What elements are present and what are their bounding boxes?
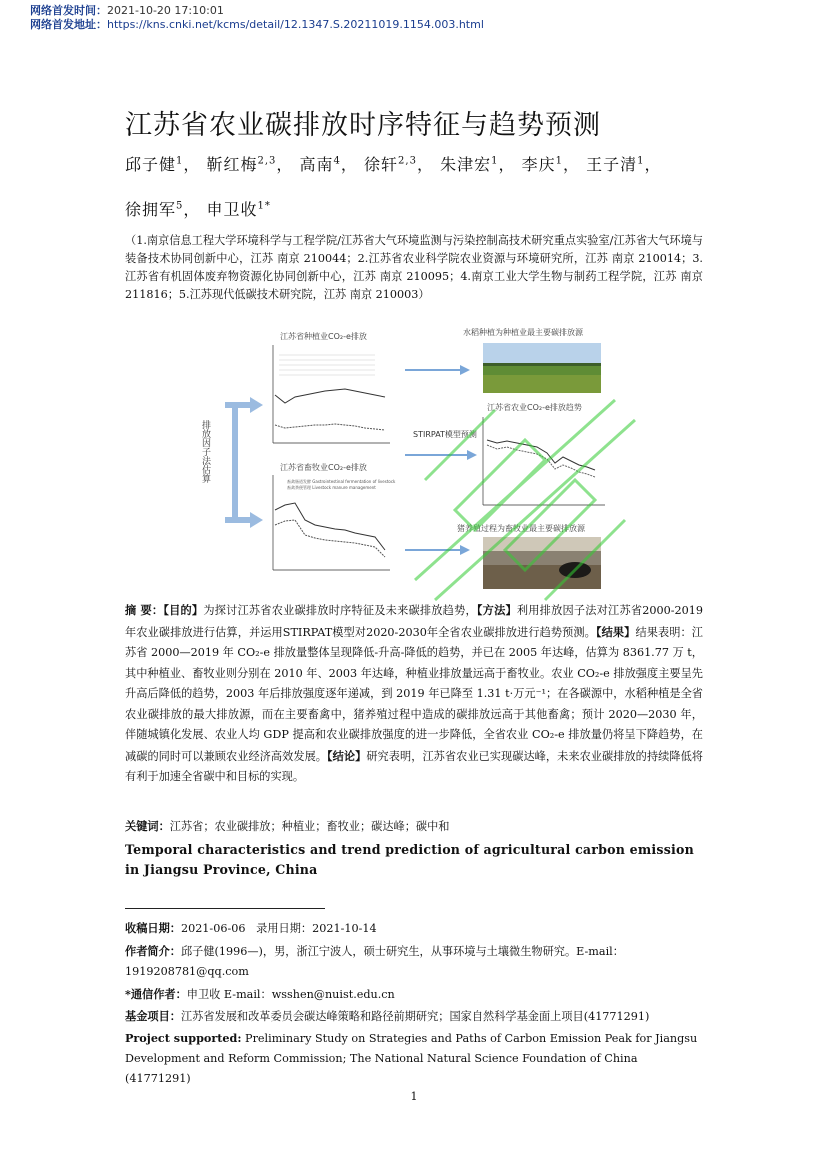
author-name: 王子清	[586, 155, 638, 174]
author-affiliation-mark: 2,3	[398, 155, 417, 167]
livestock-emission-chart	[273, 475, 396, 570]
author-separator: ，	[644, 155, 662, 174]
affiliations: （1.南京信息工程大学环境科学与工程学院/江苏省大气环境监测与污染控制高技术研究重点实验室/江苏省大气环境与装备技术协同创新中心，江苏 南京 210044；2.江苏省农业科学院农业资源与环境研究所，江苏 南京 210014；3.江苏省有机固体废弃物资源化协同创新中心，江苏 南京 210095；4.南京工业大学生物与制药工程学院，江苏 南京 211816；5.江苏现代低碳技术研究院，江苏 南京 210003）	[125, 234, 703, 301]
paper-title: 江苏省农业碳排放时序特征与趋势预测	[125, 110, 601, 141]
legend-manure: 畜禽粪便管理 Livestock manure management	[287, 485, 376, 490]
author-affiliation-mark: 1	[555, 155, 563, 167]
objective-text: 为探讨江苏省农业碳排放时序特征及未来碳排放趋势，	[203, 604, 477, 617]
publication-time	[30, 4, 224, 18]
author-name: 李庆	[521, 155, 556, 174]
footnote-divider	[125, 908, 325, 909]
author-bio: 邱子健(1996—)，男，浙江宁波人，硕士研究生，从事环境与土壤微生物研究。E-mail：1919208781@qq.com	[125, 945, 624, 978]
objective-tag: 【目的】	[163, 603, 204, 617]
branch-arrows	[225, 397, 263, 528]
keywords-label: 关键词：	[125, 819, 170, 833]
author-affiliation-mark: 2,3	[257, 155, 277, 167]
photo2-caption: 猪养殖过程为畜牧业最主要碳排放源	[457, 524, 585, 533]
authors-line-2	[125, 197, 271, 220]
author-affiliation-mark: 1	[176, 155, 184, 167]
keywords	[125, 816, 703, 838]
total-emission-trend-chart	[483, 417, 605, 505]
author-name: 靳红梅	[206, 155, 258, 174]
author-separator: ，	[562, 155, 580, 174]
author-separator: ，	[416, 155, 434, 174]
conclusion-tag: 【结论】	[327, 748, 367, 763]
author-separator: ，	[183, 200, 201, 219]
author-affiliation-mark: 1	[491, 155, 499, 167]
keywords-value: 江苏省；农业碳排放；种植业；畜牧业；碳达峰；碳中和	[169, 820, 450, 833]
dates-footnote	[125, 918, 705, 939]
funding-label: 基金项目：	[125, 1009, 181, 1023]
abstract-label: 摘 要：	[125, 603, 164, 617]
author-affiliation-mark: 5	[176, 200, 184, 212]
author-name: 申卫收	[206, 200, 258, 219]
method-tag: 【方法】	[476, 603, 517, 617]
accepted-date: 2021-10-14	[312, 922, 377, 935]
author-name: 徐拥军	[125, 200, 177, 219]
author-separator: ，	[498, 155, 516, 174]
corresponding-label: *通信作者：	[125, 987, 187, 1001]
publication-time-label: 网络首发时间：	[30, 4, 107, 17]
author-separator: ，	[276, 155, 294, 174]
chart3-title: 江苏省农业CO₂-e排放趋势	[487, 403, 582, 412]
publication-url-label: 网络首发地址：	[30, 18, 107, 31]
project-supported-footnote	[125, 1028, 705, 1089]
accepted-label: 录用日期：	[256, 922, 313, 935]
result-text: 结果表明：江苏省 2000—2019 年 CO₂-e 排放量整体呈现降低-升高-降低的趋势，并已在 2005 年达峰，估算为 8361.77 万 t，其中种植业、畜牧业则分别在 2010 年、2003 年达峰，种植业排放量远高于畜牧业。农业 CO₂-e 排放强度主要呈先升高后降低的趋势，2003 年后排放强度逐年递减，到 2019 年已降至 1.31 t·万元⁻¹；在各碳源中，水稻种植是全省农业碳排放的最大排放源，而在主要畜禽中，猪养殖过程中造成的碳排放远高于其他畜禽；预计 2020—2030 年，伴随城镇化发展、农业人均 GDP 提高和农业碳排放强度的进一步降低，全省农业 CO₂-e 排放量仍将呈下降趋势，在减碳的同时可以兼顾农业经济高效发展。	[125, 625, 703, 763]
funding-footnote	[125, 1006, 705, 1027]
author-bio-label: 作者简介：	[125, 944, 181, 958]
chart2-title: 江苏省畜牧业CO₂-e排放	[280, 463, 367, 472]
author-bio-footnote	[125, 941, 705, 982]
corresponding-info: 申卫收 E-mail：wsshen@nuist.edu.cn	[186, 988, 395, 1001]
received-label: 收稿日期：	[125, 921, 181, 935]
chart1-title: 江苏省种植业CO₂-e排放	[280, 332, 367, 341]
pig-farm-photo	[483, 537, 601, 589]
authors-line-1	[125, 152, 661, 175]
author-name: 徐轩	[364, 155, 399, 174]
author-affiliation-mark: 1*	[257, 200, 271, 212]
abstract	[125, 600, 703, 788]
author-separator: ，	[340, 155, 358, 174]
stirpat-label: STIRPAT模型预测	[413, 430, 477, 439]
publication-time-value: 2021-10-20 17:10:01	[107, 4, 224, 17]
rice-field-photo	[483, 343, 601, 393]
author-name: 朱津宏	[440, 155, 492, 174]
photo1-caption: 水稻种植为种植业最主要碳排放源	[463, 328, 583, 337]
author-separator: ，	[183, 155, 201, 174]
author-affiliation-mark: 4	[333, 155, 341, 167]
left-method-label: 排放因子法估算	[200, 420, 210, 483]
project-info: Preliminary Study on Strategies and Paths of Carbon Emission Peak for Jiangsu Development and Reform Commission; The National Natural Science Foundation of China (41771291)	[125, 1032, 698, 1085]
legend-fermentation: 畜禽肠道发酵 Gastrointestinal fermentation of livestock	[287, 479, 396, 484]
publication-url-link[interactable]: https://kns.cnki.net/kcms/detail/12.1347.S.20211019.1154.003.html	[107, 18, 484, 31]
method-text: 利用排放因子法对江苏省2000-2019年农业碳排放进行估算，并运用STIRPAT模型对2020-2030年全省农业碳排放进行趋势预测。	[125, 604, 703, 639]
graphical-abstract	[195, 325, 655, 595]
english-title: Temporal characteristics and trend prediction of agricultural carbon emission in Jiangsu Province, China	[125, 842, 694, 877]
crop-emission-chart	[273, 345, 390, 443]
author-affiliation-mark: 1	[637, 155, 645, 167]
funding-info: 江苏省发展和改革委员会碳达峰策略和路径前期研究；国家自然科学基金面上项目(41771291)	[180, 1010, 650, 1023]
corresponding-author-footnote	[125, 984, 705, 1005]
project-label: Project supported:	[125, 1031, 242, 1045]
author-name: 邱子健	[125, 155, 177, 174]
page-number: 1	[410, 1090, 418, 1103]
conclusion-text: 研究表明，江苏省农业已实现碳达峰，未来农业碳排放的持续降低将有利于加速全省碳中和目标的实现。	[125, 749, 703, 783]
received-date: 2021-06-06	[180, 922, 246, 935]
author-name: 高南	[299, 155, 334, 174]
result-tag: 【结果】	[595, 624, 636, 639]
publication-url	[30, 18, 484, 32]
